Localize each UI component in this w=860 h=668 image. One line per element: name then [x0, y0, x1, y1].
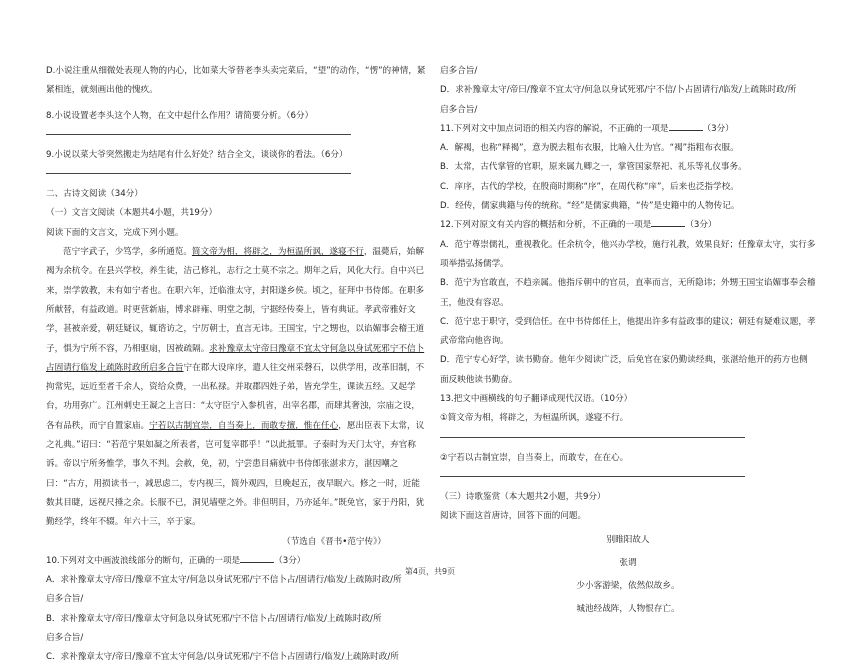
q10-option-a-cont: 启多合旨/: [46, 594, 84, 605]
classical-passage: [46, 243, 426, 532]
question-text: 11.下列对文中加点词语的相关内容的解说，不正确的一项是: [440, 123, 669, 134]
q7-option-d: D.小说注重从细微处表现人物的内心，比如菜大爷替老李头卖完菜后，“望”的动作，“愣”的神情，紧紧相连，就刻画出他的愧疚。: [46, 66, 426, 96]
q12-option-d: D．范宁专心好学，读书勤奋。他年少阅读广泛，后免官在家仍勤读经典，张湛给他开的药方也侧面反映他读书勤奋。: [440, 355, 808, 385]
q11-option-c: C．庠序，古代的学校，在殷商时期称“序”，在周代称“庠”，后来也泛指学校。: [440, 181, 739, 192]
section-2-title: 二、古诗文阅读（34分）: [46, 189, 143, 200]
poem-instructions: 阅读下面这首唐诗，回答下面的问题。: [440, 511, 587, 522]
question-13: 13.把文中画横线的句子翻译成现代汉语。（10分）: [440, 394, 633, 405]
q11-option-b: B．太常，古代掌管的官职，原来属九卿之一，掌管国家祭祀、礼乐等礼仪事务。: [440, 162, 747, 173]
answer-line: [46, 126, 351, 135]
poem-title: 别睢阳故人: [606, 534, 650, 545]
subsection-3-title: （三）诗歌鉴赏（本大题共2小题，共9分）: [440, 491, 606, 502]
q11-option-a: A．解褐，也称“释褐”，意为脱去粗布衣服，比喻入仕为官。“褐”指粗布衣服。: [440, 143, 739, 154]
wavy-underlined-sentence: 求补豫章太守帝曰豫章不宜太守何急以身试死邪宁不信卜占固请行临发上疏陈时政所启多合旨: [46, 343, 425, 373]
question-11: [440, 120, 816, 139]
q12-option-c: C．范宁忠于职守，受到信任。在中书侍郎任上，他提出许多有益政事的建议；朝廷有疑难议题，孝武帝常向他咨询。: [440, 316, 816, 347]
underlined-sentence-1: 简文帝为相，将辟之，为桓温所讽，遂寝不行: [191, 247, 364, 258]
q11-option-d: D．经传，儒家典籍与传的统称。“经”是儒家典籍，“传”是史籍中的人物传记。: [440, 201, 740, 212]
q12-option-a: A．范宁尊崇儒礼，重视教化。任余杭令，他兴办学校，施行礼教，效果良好；任豫章太守，实行多项举措弘扬儒学。: [440, 239, 816, 269]
passage-text: 宁在郡大设庠序，遣人往交州采磬石，以供学用，改革旧制，不拘常宪，远近至者千余人，资给众费，一出私禄。并取郡四姓子弟，皆充学生，课读五经。又起学台，功用弥广。江州刺史王凝之上言曰：“太守臣宁入参机省，出宰名郡，而肆其奢浊，宗庙之设，各有品秩，而宁自置家庙。: [46, 362, 425, 431]
underlined-sentence-2: 宁若以古制宜崇，自当奏上，而敢专擅，惟在任心: [149, 420, 339, 431]
question-text: 12.下列对原文有关内容的概括和分析，不正确的一项是: [440, 220, 652, 231]
passage-text: 范宁字武子，少笃学，多所通览。: [63, 247, 192, 258]
q10-option-b-cont: 启多合旨/: [46, 633, 84, 644]
q10-option-c: C．求补豫章太守/帝曰/豫章不宜太守何急/以身试死邪/宁不信卜占固请行/临发/上疏陈时政/所: [46, 652, 399, 663]
answer-line: [46, 165, 351, 174]
passage-text: ，温薨后，始解褐为余杭令。在县兴学校，养生徒，洁己修礼，志行之士莫不宗之。期年之后，风化大行。自中兴已来，崇学敦教，未有如宁者也。在职六年，迁临淮太守，封阳遂乡侯。顷之，征拜中书侍郎。在职多所献替，有益政道。时更营新庙，博求辟雍、明堂之制，宁据经传奏上，皆有典证。孝武帝雅好文学，甚被亲爱，朝廷疑议，辄谘访之，宁厉朝士，直言无讳。王国宝，宁之甥也，以谄媚事会稽王道子，惧为宁所不容，乃相驱扇，因被疏隔。: [46, 247, 425, 354]
passage-source: （节选自《晋书•范宁传》）: [282, 536, 386, 547]
answer-line: [440, 468, 745, 477]
passage-text: ，愿出臣表下太常，议之礼典。”诏曰：“若范宁果如凝之所表者，岂可复宰郡乎！”以此抵罪。子泰时为天门太守，弃官称诉。帝以宁所务惟学，事久不判。会赦，免，初，宁尝患目痛就中书侍郎张湛求方，湛因嘲之曰：“古方，用损读书一，减思虑二，专内视三，简外观四，旦晚起五，夜早眠六。修之一时，近能数其目睫，远视尺捶之余。长服不已，洞见墙壁之外。非但明目，乃亦延年。”既免官，家于丹阳，犹勤经学，终年不辍。年六十三，卒于家。: [46, 420, 425, 528]
answer-blank: [651, 217, 685, 227]
score: （3分）: [274, 555, 306, 566]
score: （3分）: [685, 220, 717, 231]
q10-option-b: B．求补豫章太守/帝曰/豫章太守何急以身试死邪/宁不信卜占/固请行/临发/上疏陈时政/所: [46, 613, 382, 624]
answer-blank: [669, 121, 703, 131]
q10-option-d: D．求补豫章太守/帝曰/豫章不宜太守/何急以身试死邪/宁不信/卜占固请行/临发/上疏陈时政/所: [440, 85, 797, 96]
answer-line: [440, 429, 745, 438]
question-12: [440, 216, 816, 235]
q12-option-b: B．范宁为官敢直，不趋亲属。他指斥朝中的官员，直率而言，无所隐讳；外甥王国宝谄媚事奉会稽王，他没有容忍。: [440, 278, 816, 308]
q10-option-c-cont: 启多合旨/: [440, 66, 478, 76]
poem-line-2: 城池经战阵，人物恨存亡。: [576, 604, 680, 615]
question-8: 8.小说设置老李头这个人物，在文中起什么作用？请简要分析。（6分）: [46, 110, 314, 121]
subsection-1-title: （一）文言文阅读（本题共4小题，共19分）: [46, 208, 218, 219]
poem-line-1: 少小客游梁，依然似故乡。: [576, 581, 680, 592]
poem-author: 张谓: [619, 557, 637, 568]
q10-option-d-cont: 启多合旨/: [440, 104, 478, 115]
page-footer: 第4页，共9页: [404, 567, 456, 576]
instructions: 阅读下面的文言文，完成下列小题。: [46, 227, 184, 238]
q13-sentence-1: ①简文帝为相，将辟之，为桓温所讽，遂寝不行。: [440, 413, 629, 424]
score: （3分）: [702, 123, 734, 134]
question-9: 9.小说以菜大爷突然搬走为结尾有什么好处？结合全文，谈谈你的看法。（6分）: [46, 149, 348, 160]
q13-sentence-2: ②宁若以古制宜崇，自当奏上，而敢专，在在心。: [440, 452, 629, 463]
q10-option-a: A．求补豫章太守/帝曰/豫章不宜太守/何急以身试死邪/宁不信卜占/固请行/临发/上疏陈时政/所: [46, 575, 402, 586]
answer-blank: [240, 553, 274, 563]
question-text: 10.下列对文中画波浪线部分的断句，正确的一项是: [46, 555, 241, 566]
right-column: [440, 62, 816, 620]
